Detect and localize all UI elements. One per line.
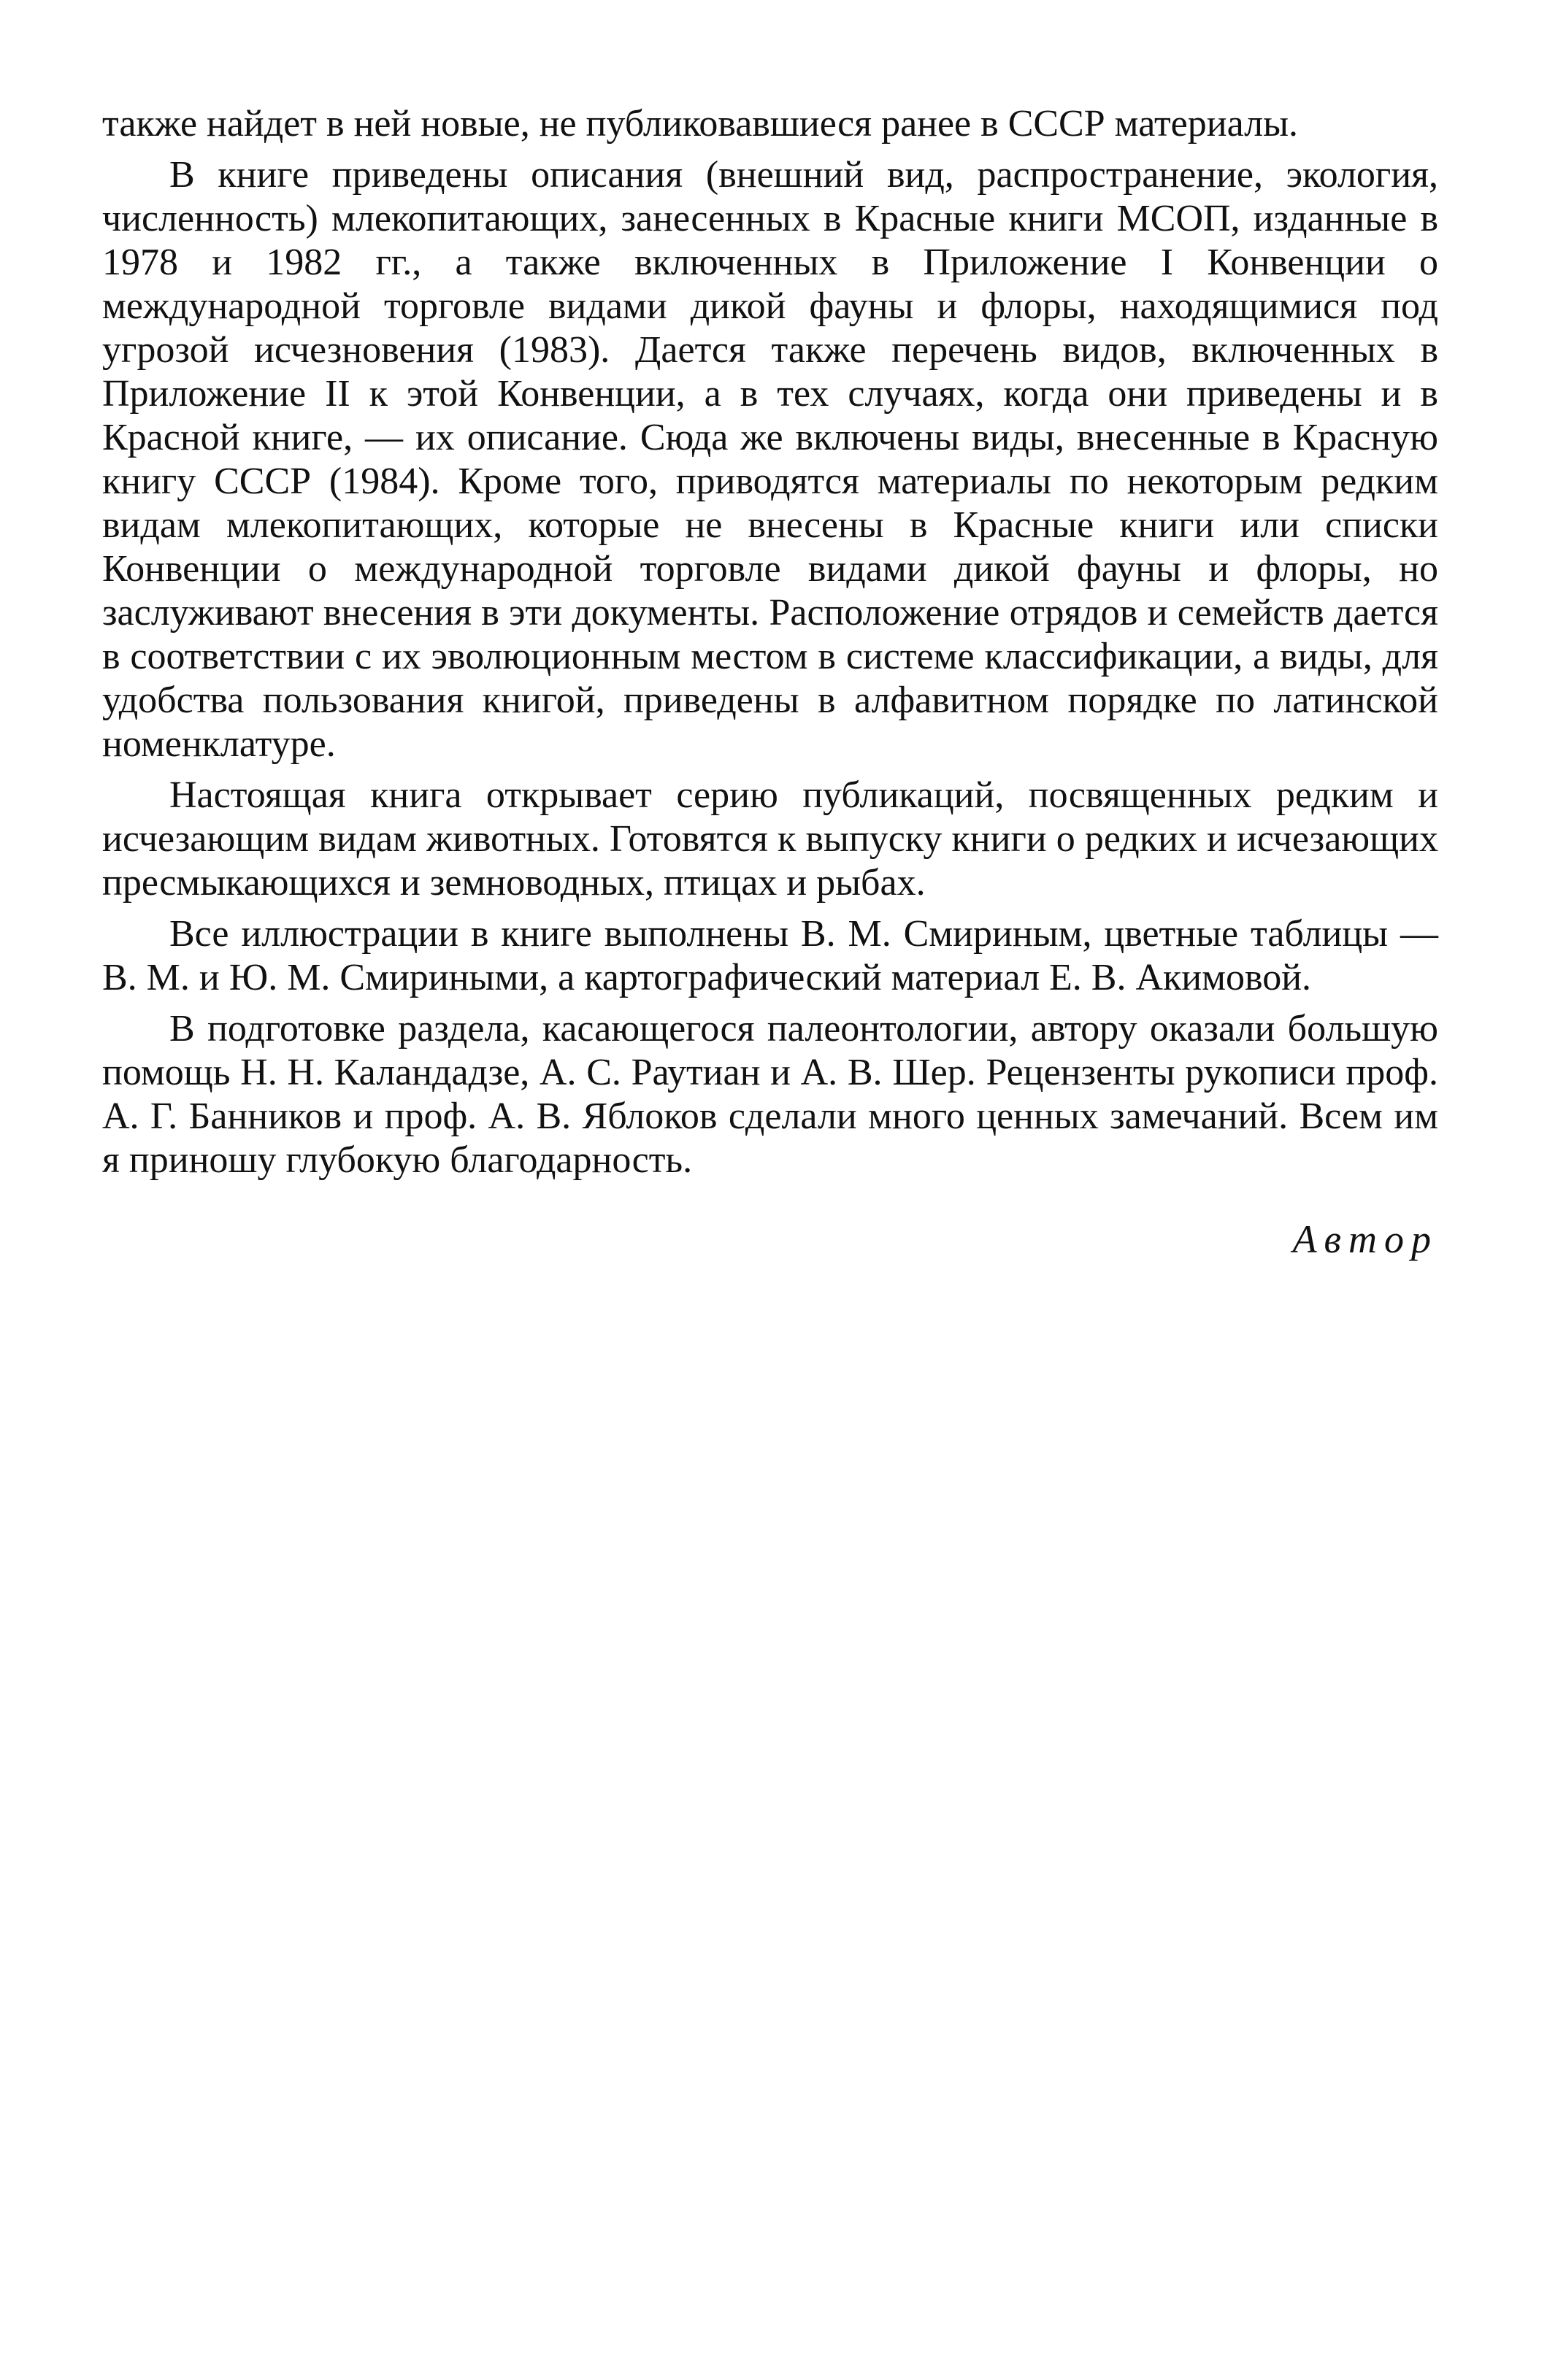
paragraph-acknowledgements: В подготовке раздела, касающегося палеонтологии, автору оказали большую помощь Н. Н. Каландадзе, А. С. Раутиан и А. В. Шер. Рецензенты рукописи проф. А. Г. Банников и проф. А. В. Яблоков сделали много ценных замечаний. Всем им я приношу глубокую благодарность. <box>102 1008 1438 1181</box>
paragraph-contents-description: В книге приведены описания (внешний вид, распространение, экология, численность) млекопитающих, занесенных в Красные книги МСОП, изданные в 1978 и 1982 гг., а также включенных в Приложение I Конвенции о международной торговле видами дикой фауны и флоры, находящимися под угрозой исчезновения (1983). Дается также перечень видов, включенных в Приложение II к этой Конвенции, а в тех случаях, когда они приведены и в Красной книге, — их описание. Сюда же включены виды, внесенные в Красную книгу СССР (1984). Кроме того, приводятся материалы по некоторым редким видам млекопитающих, которые не внесены в Красные книги или списки Конвенции о международной торговле видами дикой фауны и флоры, но заслуживают внесения в эти документы. Расположение отрядов и семейств дается в соответствии с их эволюционным местом в системе классификации, а виды, для удобства пользования книгой, приведены в алфавитном порядке по латинской номенклатуре. <box>102 154 1438 765</box>
author-signature: Автор <box>1292 1217 1438 1261</box>
paragraph-illustrations-credit: Все иллюстрации в книге выполнены В. М. Смириным, цветные таблицы — В. М. и Ю. М. Смириными, а картографический материал Е. В. Акимовой. <box>102 913 1438 998</box>
paragraph-series-announcement: Настоящая книга открывает серию публикаций, посвященных редким и исчезающим видам животных. Готовятся к выпуску книги о редких и исчезающих пресмыкающихся и земноводных, птицах и рыбах. <box>102 774 1438 904</box>
document-page <box>102 102 1438 1261</box>
paragraph-continuation: также найдет в ней новые, не публиковавшиеся ранее в СССР материалы. <box>102 103 1298 145</box>
